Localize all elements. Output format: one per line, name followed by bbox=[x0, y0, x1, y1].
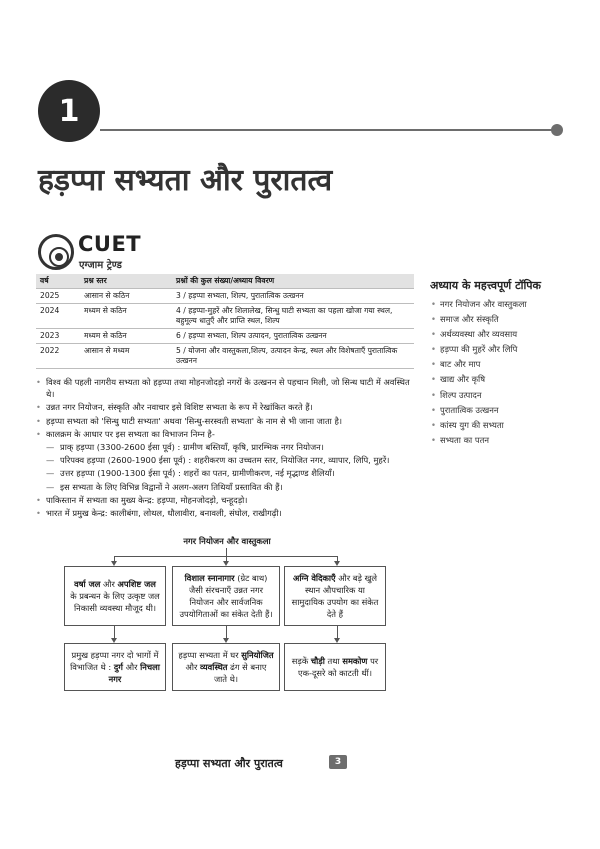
topic-label: बाट और माप bbox=[440, 359, 481, 370]
cuet-subtitle: एग्जाम ट्रेण्ड bbox=[79, 260, 122, 271]
cell-detail: 3 / हड़प्पा सभ्यता, शिल्प, पुरातात्विक उत्खनन bbox=[176, 291, 304, 300]
bullet-icon: • bbox=[36, 377, 41, 387]
bullet-text: उन्नत नगर नियोजन, संस्कृति और नवाचार इसे विशिष्ट सभ्यता के रूप में रेखांकित करते हैं। bbox=[46, 402, 313, 413]
box-text: प्रमुख हड़प्पा नगर दो भागों में विभाजित थे : bbox=[70, 649, 159, 672]
box-bold: सुनियोजित bbox=[241, 649, 274, 660]
topic-label: नगर नियोजन और वास्तुकला bbox=[440, 299, 527, 309]
topics-list bbox=[430, 297, 590, 448]
diagram-box-drainage bbox=[64, 566, 166, 626]
dash-icon: — bbox=[46, 455, 55, 466]
table-row bbox=[36, 344, 414, 369]
chapter-divider-dot bbox=[551, 124, 563, 136]
cell-detail: 4 / हड़प्पा-मुहरें और शिलालेख, सिन्धु घाटी सभ्यता का पहला खोजा गया स्थल, बहुमूल्य धातुएँ और प्राप्ति स्थल, शिल्प bbox=[176, 306, 393, 325]
box-text: हड़प्पा सभ्यता में घर bbox=[178, 649, 242, 660]
box-text: और bbox=[100, 578, 118, 589]
footer-chapter-title: हड़प्पा सभ्यता और पुरातत्व bbox=[175, 757, 283, 770]
bullet-text: कालक्रम के आधार पर इस सभ्यता का विभाजन निम्न है- bbox=[46, 428, 215, 439]
list-item bbox=[430, 372, 590, 387]
list-item bbox=[430, 418, 590, 433]
bullet-icon: • bbox=[36, 415, 41, 426]
header-detail: प्रश्नों की कुल संख्या/अध्याय विवरण bbox=[176, 276, 275, 285]
list-item bbox=[430, 342, 590, 357]
bullet-icon: • bbox=[431, 359, 436, 370]
dash-icon: — bbox=[46, 442, 55, 453]
topic-label: खाद्य और कृषि bbox=[440, 374, 486, 385]
bullet-icon: • bbox=[36, 428, 41, 439]
chapter-title: हड़प्पा सभ्यता और पुरातत्व bbox=[38, 163, 333, 198]
box-bold: अपशिष्ट जल bbox=[117, 578, 156, 589]
topic-label: पुरातात्विक उत्खनन bbox=[440, 404, 499, 415]
diagram-box-roads bbox=[284, 643, 386, 691]
bullet-text: विश्व की पहली नागरीय सभ्यता को हड़प्पा तथा मोहनजोदड़ो नगरों के उत्खनन से पहचान मिली, जो सिन्ध घाटी में अवस्थित थे। bbox=[46, 377, 410, 400]
box-bold: व्यवस्थित bbox=[200, 661, 228, 672]
exam-trend-table bbox=[36, 274, 414, 369]
bullet-icon: • bbox=[431, 419, 436, 430]
dash-icon: — bbox=[46, 468, 55, 479]
cell-year: 2025 bbox=[40, 291, 60, 300]
bullet-icon: • bbox=[431, 389, 436, 400]
chapter-number: 1 bbox=[58, 93, 80, 129]
topic-label: कांस्य युग की सभ्यता bbox=[440, 419, 504, 430]
list-item bbox=[430, 297, 590, 312]
bullet-point bbox=[36, 415, 418, 427]
table-row bbox=[36, 304, 414, 329]
list-item bbox=[430, 312, 590, 327]
bullet-icon: • bbox=[431, 404, 436, 415]
important-topics-sidebar bbox=[430, 278, 590, 448]
connector-line bbox=[226, 548, 227, 556]
sub-point bbox=[36, 454, 418, 466]
diagram-box-fire-altars bbox=[284, 566, 386, 626]
bullet-icon: • bbox=[431, 344, 436, 355]
cell-level: मध्यम से कठिन bbox=[84, 331, 127, 340]
page-number: 3 bbox=[329, 755, 347, 769]
box-bold: समकोण bbox=[342, 655, 368, 666]
box-bold: निचला नगर bbox=[108, 661, 160, 685]
chapter-divider bbox=[100, 129, 556, 131]
bullet-text: हड़प्पा सभ्यता को 'सिन्धु घाटी सभ्यता' अथवा 'सिन्धु-सरस्वती सभ्यता' के नाम से भी जाना जाता है। bbox=[46, 415, 343, 426]
topic-label: शिल्प उत्पादन bbox=[440, 389, 482, 400]
bullet-icon: • bbox=[36, 508, 41, 519]
topic-label: अर्थव्यवस्था और व्यवसाय bbox=[440, 329, 518, 340]
table-header-row bbox=[36, 274, 414, 289]
cell-year: 2024 bbox=[40, 306, 60, 315]
topic-label: समाज और संस्कृति bbox=[440, 314, 499, 325]
bullet-point bbox=[36, 507, 418, 519]
bullet-icon: • bbox=[431, 374, 436, 385]
list-item bbox=[430, 327, 590, 342]
box-bold: दुर्ग bbox=[113, 661, 123, 672]
bullet-icon: • bbox=[431, 329, 436, 340]
sub-point-text: प्राक् हड़प्पा (3300-2600 ईसा पूर्व) : ग्रामीण बस्तियाँ, कृषि, प्रारम्भिक नगर नियोजन। bbox=[60, 442, 324, 453]
chapter-number-badge bbox=[38, 80, 100, 142]
box-text: सड़कें bbox=[291, 655, 311, 666]
sub-point-text: परिपक्व हड़प्पा (2600-1900 ईसा पूर्व) : शहरीकरण का उच्चतम स्तर, नियोजित नगर, व्यापार, लिपि, मुहरें। bbox=[60, 455, 390, 466]
key-points bbox=[36, 376, 418, 520]
diagram-box-city-division bbox=[64, 643, 166, 691]
box-bold: चौड़ी bbox=[310, 655, 325, 666]
bullet-text: भारत में प्रमुख केन्द्र: कालीबंगा, लोथल, धौलावीरा, बनावली, संघोल, राखीगढ़ी। bbox=[46, 508, 282, 519]
bullet-icon: • bbox=[431, 434, 436, 445]
box-text: पर एक-दूसरे को काटती थीं। bbox=[298, 655, 379, 678]
sidebar-title: अध्याय के महत्त्वपूर्ण टॉपिक bbox=[430, 279, 542, 292]
box-text: ढंग से बनाए जाते थे। bbox=[213, 661, 267, 685]
list-item bbox=[430, 357, 590, 372]
header-year: वर्ष bbox=[40, 276, 49, 285]
bullet-point bbox=[36, 376, 418, 400]
cell-detail: 5 / योजना और वास्तुकला,शिल्प, उत्पादन केन्द्र, स्थल और विशेषताएँ पुरातात्विक उत्खनन bbox=[176, 346, 398, 365]
cell-level: आसान से मध्यम bbox=[84, 346, 130, 355]
box-text: तथा bbox=[324, 655, 343, 666]
box-text: (ग्रेट बाथ) जैसी संरचनाएँ उन्नत नगर नियोजन और सार्वजनिक उपयोगिताओं का संकेत देती हैं। bbox=[179, 572, 273, 620]
bullet-icon: • bbox=[431, 299, 436, 309]
bullet-point bbox=[36, 428, 418, 440]
diagram-title: नगर नियोजन और वास्तुकला bbox=[183, 536, 271, 546]
box-text: और bbox=[185, 661, 201, 672]
cuet-logo bbox=[38, 232, 158, 272]
box-bold: विशाल स्नानागार bbox=[184, 572, 235, 583]
cell-year: 2023 bbox=[40, 331, 60, 340]
list-item bbox=[430, 433, 590, 448]
bullet-icon: • bbox=[36, 494, 41, 505]
cell-year: 2022 bbox=[40, 346, 60, 355]
topic-label: सभ्यता का पतन bbox=[440, 434, 490, 445]
sub-point bbox=[36, 441, 418, 453]
list-item bbox=[430, 388, 590, 403]
header-level: प्रश्न स्तर bbox=[84, 276, 107, 285]
cell-level: मध्यम से कठिन bbox=[84, 306, 127, 315]
cell-level: आसान से कठिन bbox=[84, 291, 130, 300]
box-text: और बड़े खुले स्थान औपचारिक या सामुदायिक उपयोग का संकेत देते हैं bbox=[291, 572, 379, 620]
cuet-logo-text: CUET bbox=[78, 232, 142, 256]
bullet-icon: • bbox=[431, 314, 436, 325]
list-item bbox=[430, 403, 590, 418]
box-bold: वर्षा जल bbox=[74, 578, 101, 589]
bullet-point bbox=[36, 401, 418, 413]
cell-detail: 6 / हड़प्पा सभ्यता, शिल्प उत्पादन, पुरातात्विक उत्खनन bbox=[176, 331, 327, 340]
box-text: के प्रबन्धन के लिए उत्कृष्ट जल निकासी व्यवस्था मौजूद थी। bbox=[70, 590, 160, 614]
sub-point-text: उत्तर हड़प्पा (1900-1300 ईसा पूर्व) : शहरों का पतन, ग्रामीणीकरण, नई मृद्भाण्ड शैलियाँ। bbox=[60, 468, 335, 479]
topic-label: हड़प्पा की मुहरें और लिपि bbox=[440, 344, 518, 355]
diagram-box-great-bath bbox=[172, 566, 280, 626]
bullet-point bbox=[36, 494, 418, 506]
bullet-text: पाकिस्तान में सभ्यता का मुख्य केन्द्र: हड़प्पा, मोहनजोदड़ो, चन्हूदड़ो। bbox=[46, 494, 248, 505]
table-row bbox=[36, 329, 414, 344]
box-text: और bbox=[122, 661, 141, 672]
sub-point-text: इस सभ्यता के लिए विभिन्न विद्वानों ने अलग-अलग तिथियाँ प्रस्तावित की हैं। bbox=[60, 481, 283, 492]
target-center-dot bbox=[55, 253, 63, 261]
dash-icon: — bbox=[46, 481, 55, 492]
diagram-box-houses bbox=[172, 643, 280, 691]
sub-point bbox=[36, 467, 418, 479]
table-row bbox=[36, 289, 414, 304]
box-bold: अग्नि वेदिकाएँ bbox=[293, 572, 336, 583]
sub-point bbox=[36, 481, 418, 493]
bullet-icon: • bbox=[36, 402, 41, 413]
target-icon bbox=[38, 234, 74, 270]
